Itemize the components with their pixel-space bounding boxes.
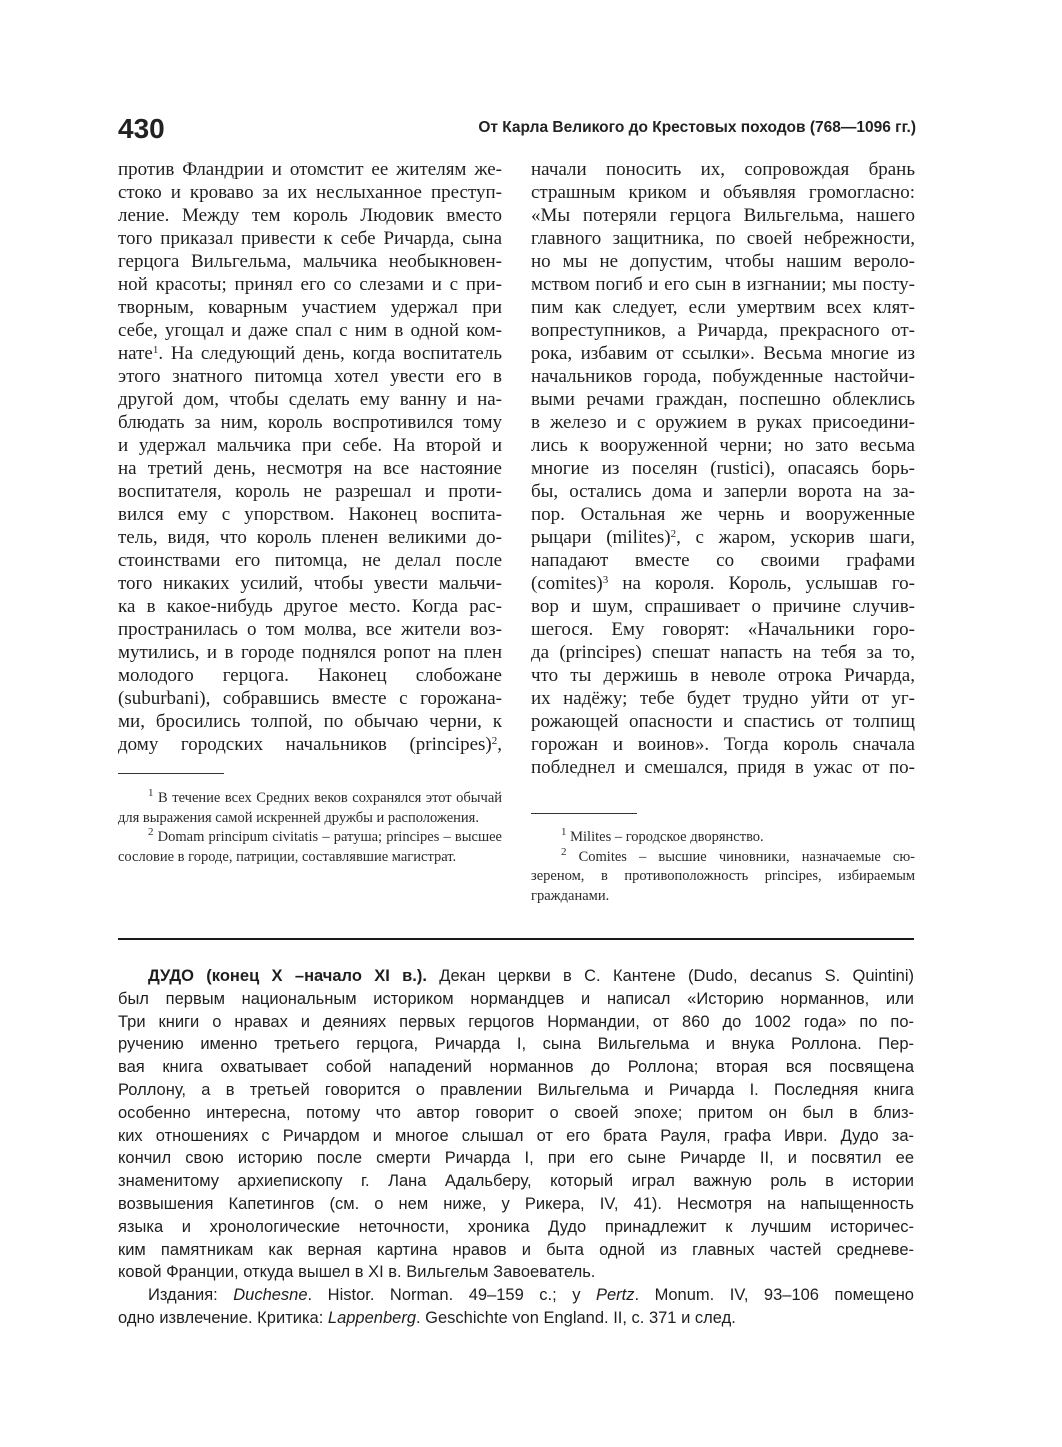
footnote-mark: 2	[148, 826, 154, 838]
text-line: герцога Вильгельма, мальчика необыкновен-	[118, 251, 502, 272]
footnote-ref: 2	[491, 735, 498, 747]
left-column	[118, 158, 502, 756]
text-fragment: рыцари (milites)	[531, 527, 671, 548]
text-line: ких отношениях с Ричардом и многое слышал от его брата Рауля, графа Иври. Дудо за-	[118, 1126, 914, 1145]
text-line: главного защитника, по своей небрежности,	[531, 228, 915, 249]
text-line: ка в какое-нибудь другое место. Когда рас-	[118, 596, 502, 617]
text-line: творным, коварным участием удержал при	[118, 297, 502, 318]
footnote-mark: 1	[148, 787, 154, 799]
text-line: страшным криком и объявляя громогласно:	[531, 182, 915, 203]
text-line: этого знатного питомца хотел увести его в	[118, 366, 502, 387]
text-line	[118, 965, 914, 988]
text-line: ление. Между тем король Людовик вместо	[118, 205, 502, 226]
editions-line	[118, 1307, 914, 1330]
footnote	[531, 845, 916, 907]
text-line: рожающей опасности и спастись от толпищ	[531, 711, 915, 732]
footnote-text: В течение всех Средних веков сохранялся этот обычай для выражения самой искренней дружбы и расположения.	[118, 790, 503, 826]
text-line: шегося. Ему говорят: «Начальники горо-	[531, 619, 915, 640]
text-fragment: одно извлечение. Критика:	[118, 1308, 328, 1327]
text-line: начальников города, побужденные настойчи-	[531, 366, 915, 387]
text-line: знаменитому архиепископу г. Лана Адальберу, который играл важную роль в истории	[118, 1172, 914, 1191]
text-line: побледнел и смешался, придя в ужас от по-	[531, 757, 915, 778]
text-line: языка и хронологические неточности, хроника Дудо принадлежит к лучшим историчес-	[118, 1217, 914, 1236]
footnotes-left	[118, 789, 502, 867]
editions-line	[118, 1284, 914, 1307]
text-line: себе, угощал и даже спал с ним в одной ком-	[118, 320, 502, 341]
text-line: воспитателя, король не разрешал и проти-	[118, 481, 502, 502]
text-line: особенно интересна, потому что автор говорит о своей эпохе; притом он был в близ-	[118, 1103, 914, 1122]
text-line: пространилась о том молва, все жители воз-	[118, 619, 502, 640]
text-line: пор. Остальная же чернь и вооруженные	[531, 504, 915, 525]
text-line: (suburbani), собравшись вместе с горожана-	[118, 688, 502, 709]
text-line: был первым национальным историком нормандцев и написал «Историю норманнов, или	[118, 989, 914, 1008]
editions-label: Издания:	[148, 1286, 234, 1305]
text-line	[118, 342, 502, 365]
footnote-mark: 2	[561, 845, 567, 858]
footnote	[118, 789, 502, 828]
text-line: молодого герцога. Наконец слобожане	[118, 665, 502, 686]
text-fragment: на короля. Король, услышав го-	[608, 573, 915, 594]
text-line: того никаких усилий, чтобы увести мальчи-	[118, 573, 502, 594]
text-line: бы, остались дома и заперли ворота на за-	[531, 481, 915, 502]
article-heading: ДУДО (конец X –начало XI в.).	[148, 967, 427, 985]
text-line: нападают вместе со своими графами	[531, 550, 915, 571]
text-line: горожан и воинов». Тогда король сначала	[531, 734, 915, 755]
text-line: мутились, и в городе поднялся ропот на плен	[118, 642, 502, 663]
text-line: стоко и кроваво за их неслыханное преступ-	[118, 182, 502, 203]
text-line: возвышения Капетингов (см. о нем ниже, у Рикера, IV, 41). Несмотря на напыщенность	[118, 1194, 914, 1213]
text-line: многие из поселян (rustici), опасаясь борь-	[531, 458, 915, 479]
footnote-text: Comites – высшие чиновники, назначаемые сю-зереном, в противоположность principes, избираемым гражданами.	[531, 848, 916, 904]
author-name: Lappenberg	[327, 1308, 416, 1327]
text-line: ной красоты; принял его со слезами и с при-	[118, 274, 502, 295]
text-line: тель, видя, что король пленен великими до-	[118, 527, 502, 548]
text-line: другой дом, чтобы сделать ему ванну и на-	[118, 389, 502, 410]
text-line: пим как следует, если умертвим всех клят-	[531, 297, 915, 318]
text-line: ручению именно третьего герцога, Ричарда I, сына Вильгельма и внука Роллона. Пер-	[118, 1035, 914, 1054]
author-name: Pertz	[596, 1286, 635, 1305]
text-line: ковой Франции, откуда вышел в XI в. Вильгельм Завоеватель.	[118, 1263, 596, 1282]
text-line: в железо и с оружием в руках присоедини-	[531, 412, 915, 433]
text-line: блюдать за ним, король воспротивился тому	[118, 412, 502, 433]
text-line: Три книги о нравах и деяниях первых герцогов Нормандии, от 860 до 1002 года» по по-	[118, 1012, 914, 1031]
footnote-separator	[118, 773, 224, 774]
text-line: да (principes) спешат напасть на тебя за то,	[531, 642, 915, 663]
text-fragment: (comites)	[531, 573, 603, 594]
text-line: и удержал мальчика при себе. На второй и	[118, 435, 502, 456]
text-line: стоинствами его питомца, не делал после	[118, 550, 502, 571]
text-line: мством погиб и его сын в изгнании; мы посту-	[531, 274, 915, 295]
text-line	[118, 733, 502, 756]
text-line: того приказал привести к себе Ричарда, сына	[118, 228, 502, 249]
footnote-ref: 3	[602, 574, 609, 586]
text-fragment: . Geschichte von England. II, c. 371 и след.	[416, 1308, 736, 1327]
right-column	[531, 158, 915, 779]
footnote-mark: 1	[561, 826, 567, 838]
text-fragment: . Histor. Norman. 49–159 c.; у	[307, 1286, 596, 1305]
footnote-separator	[531, 813, 637, 814]
article-dudo	[118, 965, 914, 1330]
text-line: против Фландрии и отомстит ее жителям же-	[118, 159, 502, 180]
section-divider	[118, 938, 914, 940]
text-line: ким памятникам как верная картина нравов и быта одной из главных частей средневе-	[118, 1240, 914, 1259]
text-fragment: , с жаром, ускорив шаги,	[676, 527, 915, 548]
text-line: на третий день, несмотря на все настояние	[118, 458, 502, 479]
text-line: Роллону, а в третьей говорится о правлении Вильгельма и Ричарда I. Последняя книга	[118, 1080, 914, 1099]
footnote-text: Domam principum civitatis – ратуша; principes – высшее сословие в городе, патриции, составлявшие магистрат.	[118, 829, 502, 865]
text-line: «Мы потеряли герцога Вильгельма, нашего	[531, 205, 915, 226]
text-line: что ты держишь в неволе отрока Ричарда,	[531, 665, 915, 686]
running-head: От Карла Великого до Крестовых походов (768—1096 гг.)	[478, 119, 916, 136]
text-fragment: . На следующий день, когда воспитатель	[158, 343, 502, 364]
text-fragment: дому городских начальников (principes)	[118, 734, 492, 755]
text-line: выми речами граждан, поспешно облеклись	[531, 389, 915, 410]
text-line: но мы не допустим, чтобы нашим вероло-	[531, 251, 915, 272]
footnote-ref: 2	[670, 528, 677, 540]
text-line: вор и шум, спрашивает о причине случив-	[531, 596, 915, 617]
text-line: вая книга охватывает собой нападений норманнов до Роллона; вторая вся посвящена	[118, 1058, 914, 1077]
text-line: начали поносить их, сопровождая брань	[531, 159, 915, 180]
footnote	[531, 828, 915, 848]
page-number: 430	[118, 113, 165, 144]
text-line: вился ему с упорством. Наконец воспита-	[118, 504, 502, 525]
footnotes-right	[531, 828, 915, 906]
text-line: рока, избавим от ссылки». Весьма многие из	[531, 343, 915, 364]
text-line: кончил свою историю после смерти Ричарда I, при его сыне Ричарде II, и посвятил ее	[118, 1149, 914, 1168]
text-fragment: нате	[118, 343, 153, 364]
text-fragment: . Monum. IV, 93–106 помещено	[634, 1286, 914, 1305]
footnote-ref: 1	[152, 344, 159, 356]
text-line: лись к вооруженной черни; но зато весьма	[531, 435, 915, 456]
footnote	[118, 828, 502, 867]
text-fragment: ,	[497, 734, 502, 755]
text-line: ми, бросились толпой, по обычаю черни, к	[118, 711, 502, 732]
text-line	[531, 572, 915, 595]
text-line	[531, 526, 915, 549]
footnote-text: Milites – городское дворянство.	[570, 829, 764, 845]
text-fragment: Декан церкви в С. Кантене (Dudo, decanus S. Quintini)	[426, 967, 914, 985]
text-line: вопреступников, а Ричарда, прекрасного от-	[531, 320, 915, 341]
author-name: Duchesne	[233, 1286, 308, 1305]
text-line: их надёжу; тебе будет трудно уйти от уг-	[531, 688, 915, 709]
